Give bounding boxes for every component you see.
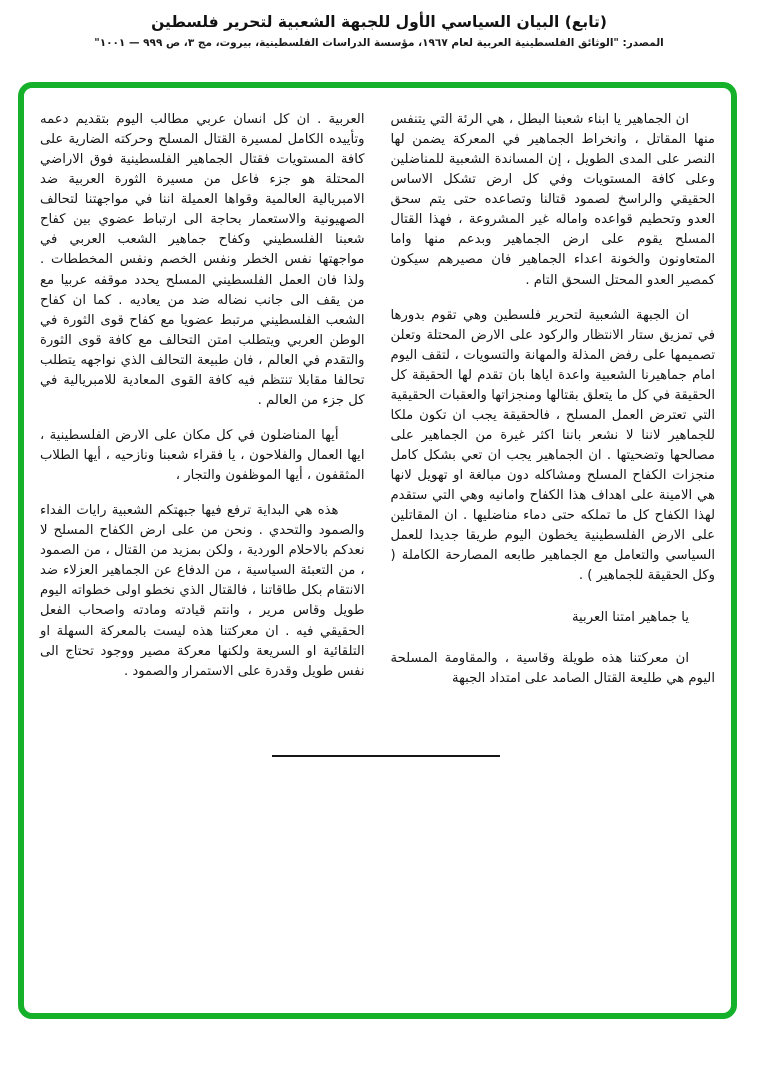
green-border-frame <box>18 82 737 1019</box>
text-columns <box>24 88 731 704</box>
page-title: (تابع) البيان السياسي الأول للجبهة الشعبية لتحرير فلسطين <box>151 13 607 31</box>
paragraph: ان الجبهة الشعبية لتحرير فلسطين وهي تقوم بدورها في تمزيق ستار الانتظار والركود على الارض المحتلة وتعلن تصميمها على رفض المذلة والمهانة والتسويات ، لتقف اليوم امام جماهيرنا الشعبية واعدة اياها بان تقدم لها الحقيقة كل الحقيقة في كل ما يتعلق بقتالها ومنجزاتها والعقبات الحقيقية التي تعترض العمل المسلح ، فالحقيقة يجب ان تكون ملكا للجماهير لاننا لا نشعر باننا اكثر غيرة من الجماهير على مصالحها وتضحيتها . ان الجماهير يجب ان تعي بشكل كامل منجزات الكفاح المسلح ومشاكله دون مبالغة او تهويل لانها هي الامينة على اهداف هذا الكفاح وامانيه وهي التي ستقدم لهذا الكفاح كل ما تملكه حتى دماء مناضليها . ان المقاتلين على الارض الفلسطينية يخطون اليوم طريقا جديدا للعمل السياسي والتعامل مع الجماهير طابعه المصارحة الكاملة ( وكل الحقيقة للجماهير ) . <box>390 307 715 584</box>
paragraph: ان معركتنا هذه طويلة وقاسية ، والمقاومة المسلحة اليوم هي طليعة القتال الصامد على امتداد الجبهة <box>390 650 715 686</box>
paragraph: هذه هي البداية ترفع فيها جبهتكم الشعبية رايات الفداء والصمود والتحدي . ونحن من على ارض الكفاح المسلح لا نعدكم بالاحلام الوردية ، ولكن بمزيد من القتال ، من الصمود ، من التعبئة السياسية ، من الدفاع عن الجماهير العزلاء ضد الانتقام بكل طاقاتنا ، فالقتال الذي نخطو اولى خطواته اليوم طويل وقاس مرير ، وانتم قيادته ومادته واصحاب الفعل الحقيقي فيه . ان معركتنا هذه ليست بالمعركة السهلة او التلقائية او السريعة ولكنها معركة مصير ووجود تحتاج الى نفس طويل وقدرة على الاستمرار والصمود . <box>40 503 365 679</box>
paragraph: ان الجماهير يا ابناء شعبنا البطل ، هي الرئة التي يتنفس منها المقاتل ، وانخراط الجماهير في المعركة يضمن لها النصر على المدى الطويل ، إن المساندة الشعبية للمناضلين وعلى كافة المستويات وفي كل ارض تشكل الاساس الحقيقي والراسخ لصمود قتالنا وتصاعده حتى يتم سحق العدو وتحطيم قواعده واماله غير المشروعة ، فهذا القتال المسلح يقوم على ارض الجماهير وبدعم منها واما المتعاونون والخونة اعداء الجماهير فان مصيرهم سيكون كمصير العدو المحتل السحق التام . <box>390 112 715 288</box>
footnote-divider-rule <box>272 755 500 757</box>
paragraph: أيها المناضلون في كل مكان على الارض الفلسطينية ، ايها العمال والفلاحون ، يا فقراء شعبنا ونازحيه ، أيها الطلاب المثقفون ، أيها الموظفون والتجار ، <box>40 427 365 484</box>
source-citation-line: المصدر: "الوثائق الفلسطينية العربية لعام ١٩٦٧، مؤسسة الدراسات الفلسطينية، بيروت، مج ٣، ص ٩٩٩ — ١٠٠١" <box>94 37 664 49</box>
paragraph: العربية . ان كل انسان عربي مطالب اليوم بتقديم دعمه وتأييده الكامل لمسيرة القتال المسلح وحركته الضارية على كافة المستويات فقتال الجماهير الفلسطينية فوق الاراضي المحتلة هو جزء فاعل من مسيرة الثورة العربية ضد الامبريالية العالمية وقواها العميلة اننا في مواجهتنا لتحالف الصهيونية والاستعمار بحاجة الى ارتباط عضوي بين كفاح شعبنا الفلسطيني وكفاح جماهير الشعب العربي في مواجهتها نفس الخطر ونفس الخصم ونفس المخططات . ولذا فان العمل الفلسطيني المسلح يحدد موقفه عربيا مع من يقف الى جانب نضاله ضد من يعاديه . كما ان كفاح الشعب الفلسطيني مرتبط عضويا مع كفاح قوى الثورة في الوطن العربي ويتطلب امتن التحالف مع كافة قوى الثورة والتقدم في العالم ، فان طبيعة التحالف الذي نواجهه يتطلب تحالفا مقابلا تنتظم فيه كافة القوى المعادية للامبريالية في كل جزء من العالم . <box>40 112 365 408</box>
column-right <box>391 110 716 704</box>
subheading-address-to-masses: يا جماهير امتنا العربية <box>571 610 689 626</box>
document-header <box>0 0 758 49</box>
column-left <box>40 110 365 704</box>
